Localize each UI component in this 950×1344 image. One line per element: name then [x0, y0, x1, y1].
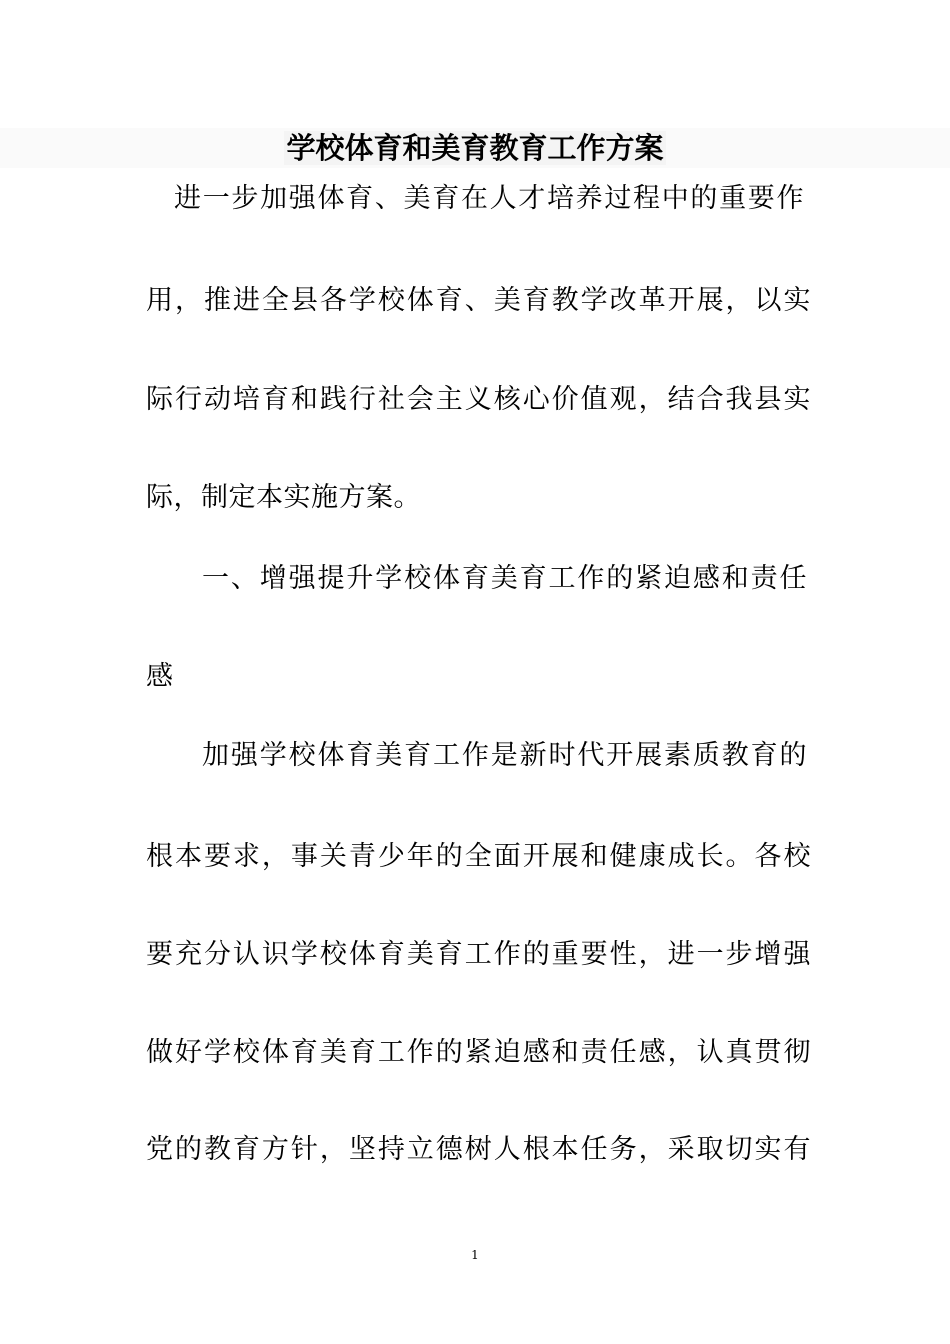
paragraph-line: 党的教育方针，坚持立德树人根本任务，采取切实有 [146, 1134, 811, 1165]
document-title [0, 128, 950, 168]
paragraph-line: 际行动培育和践行社会主义核心价值观，结合我县实 [146, 384, 811, 415]
paragraph-line: 用，推进全县各学校体育、美育教学改革开展，以实 [146, 285, 811, 316]
paragraph-line: 根本要求，事关青少年的全面开展和健康成长。各校 [146, 841, 811, 872]
paragraph-line: 际，制定本实施方案。 [146, 482, 421, 513]
section-heading-line: 一、增强提升学校体育美育工作的紧迫感和责任 [202, 563, 807, 594]
document-title-text: 学校体育和美育教育工作方案 [286, 131, 664, 165]
paragraph-line: 加强学校体育美育工作是新时代开展素质教育的 [202, 740, 807, 771]
section-heading-line: 感 [146, 661, 174, 692]
paragraph-line: 做好学校体育美育工作的紧迫感和责任感，认真贯彻 [146, 1037, 811, 1068]
page-number: 1 [471, 1248, 479, 1262]
paragraph-line: 进一步加强体育、美育在人才培养过程中的重要作 [174, 183, 804, 214]
paragraph-line: 要充分认识学校体育美育工作的重要性，进一步增强 [146, 939, 811, 970]
